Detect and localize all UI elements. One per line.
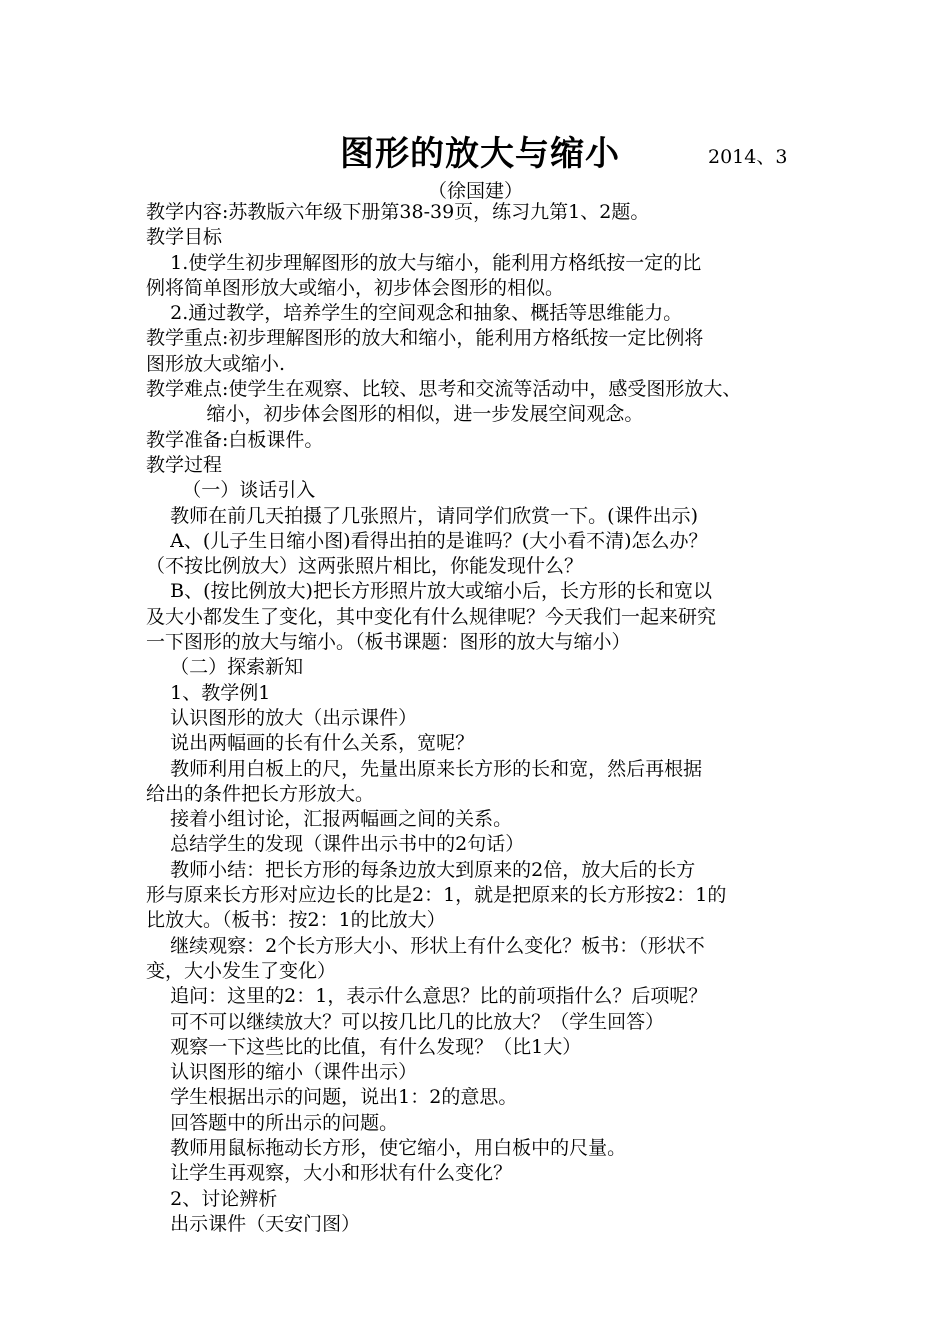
- document-author: （徐国建）: [428, 180, 524, 202]
- text-line: 教师用鼠标拖动长方形，使它缩小，用白板中的尺量。: [146, 1136, 627, 1159]
- text-line: 观察一下这些比的比值，有什么发现？（比1大）: [146, 1035, 582, 1058]
- text-line: 回答题中的所出示的问题。: [146, 1111, 399, 1134]
- text-line: 学生根据出示的问题，说出1：2的意思。: [146, 1086, 518, 1109]
- text-line: 出示课件（天安门图）: [146, 1212, 361, 1235]
- text-line: 教师在前几天拍摄了几张照片，请同学们欣赏一下。(课件出示): [146, 504, 698, 527]
- text-line: 比放大。（板书：按2：1的比放大）: [146, 909, 446, 932]
- text-line: 接着小组讨论，汇报两幅画之间的关系。: [146, 808, 513, 831]
- text-line: 认识图形的缩小（课件出示）: [146, 1061, 418, 1084]
- text-line: 例将简单图形放大或缩小，初步体会图形的相似。: [146, 276, 565, 299]
- text-line: 缩小，初步体会图形的相似，进一步发展空间观念。: [146, 403, 644, 426]
- text-line: 教学重点:初步理解图形的放大和缩小，能利用方格纸按一定比例将: [146, 327, 704, 350]
- text-line: 教学准备:白板课件。: [146, 428, 324, 451]
- text-line: B、(按比例放大)把长方形照片放大或缩小后，长方形的长和宽以: [146, 580, 712, 603]
- text-line: （一）谈话引入: [146, 479, 316, 502]
- text-line: 认识图形的放大（出示课件）: [146, 706, 418, 729]
- text-line: 可不可以继续放大？可以按几比几的比放大？（学生回答）: [146, 1010, 665, 1033]
- text-line: 教师利用白板上的尺，先量出原来长方形的长和宽，然后再根据: [146, 757, 703, 780]
- text-line: 追问：这里的2：1，表示什么意思？比的前项指什么？后项呢？: [146, 985, 708, 1008]
- text-line: （不按比例放大）这两张照片相比，你能发现什么？: [146, 555, 584, 578]
- text-line: 2.通过教学，培养学生的空间观念和抽象、概括等思维能力。: [146, 302, 683, 325]
- document-title: 图形的放大与缩小: [340, 134, 620, 174]
- text-line: 1.使学生初步理解图形的放大与缩小，能利用方格纸按一定的比: [146, 251, 702, 274]
- text-line: （二）探索新知: [146, 656, 304, 679]
- document-body: [146, 200, 836, 1237]
- text-line: 教学内容:苏教版六年级下册第38-39页，练习九第1、2题。: [146, 201, 650, 223]
- text-line: 1、教学例1: [146, 681, 271, 704]
- text-line: 教师小结：把长方形的每条边放大到原来的2倍，放大后的长方: [146, 858, 696, 881]
- text-line: 继续观察：2个长方形大小、形状上有什么变化？板书：（形状不: [146, 934, 705, 957]
- text-line: 总结学生的发现（课件出示书中的2句话）: [146, 833, 525, 856]
- text-line: A、(儿子生日缩小图)看得出拍的是谁吗？(大小看不清)怎么办？: [146, 529, 708, 552]
- text-line: 给出的条件把长方形放大。: [146, 782, 375, 805]
- text-line: 让学生再观察，大小和形状有什么变化？: [146, 1162, 513, 1185]
- text-line: 一下图形的放大与缩小。（板书课题：图形的放大与缩小）: [146, 631, 631, 654]
- text-line: 说出两幅画的长有什么关系，宽呢？: [146, 732, 475, 755]
- text-line: 2、讨论辨析: [146, 1187, 278, 1210]
- text-line: 教学过程: [146, 453, 223, 476]
- text-line: 及大小都发生了变化，其中变化有什么规律呢？今天我们一起来研究: [146, 605, 717, 628]
- document-date: 2014、3: [708, 146, 788, 168]
- text-line: 图形放大或缩小.: [146, 352, 286, 375]
- text-line: 变，大小发生了变化）: [146, 959, 337, 982]
- text-line: 形与原来长方形对应边长的比是2：1，就是把原来的长方形按2：1的: [146, 884, 727, 907]
- text-line: 教学难点:使学生在观察、比较、思考和交流等活动中，感受图形放大、: [146, 378, 742, 401]
- text-line: 教学目标: [146, 226, 223, 249]
